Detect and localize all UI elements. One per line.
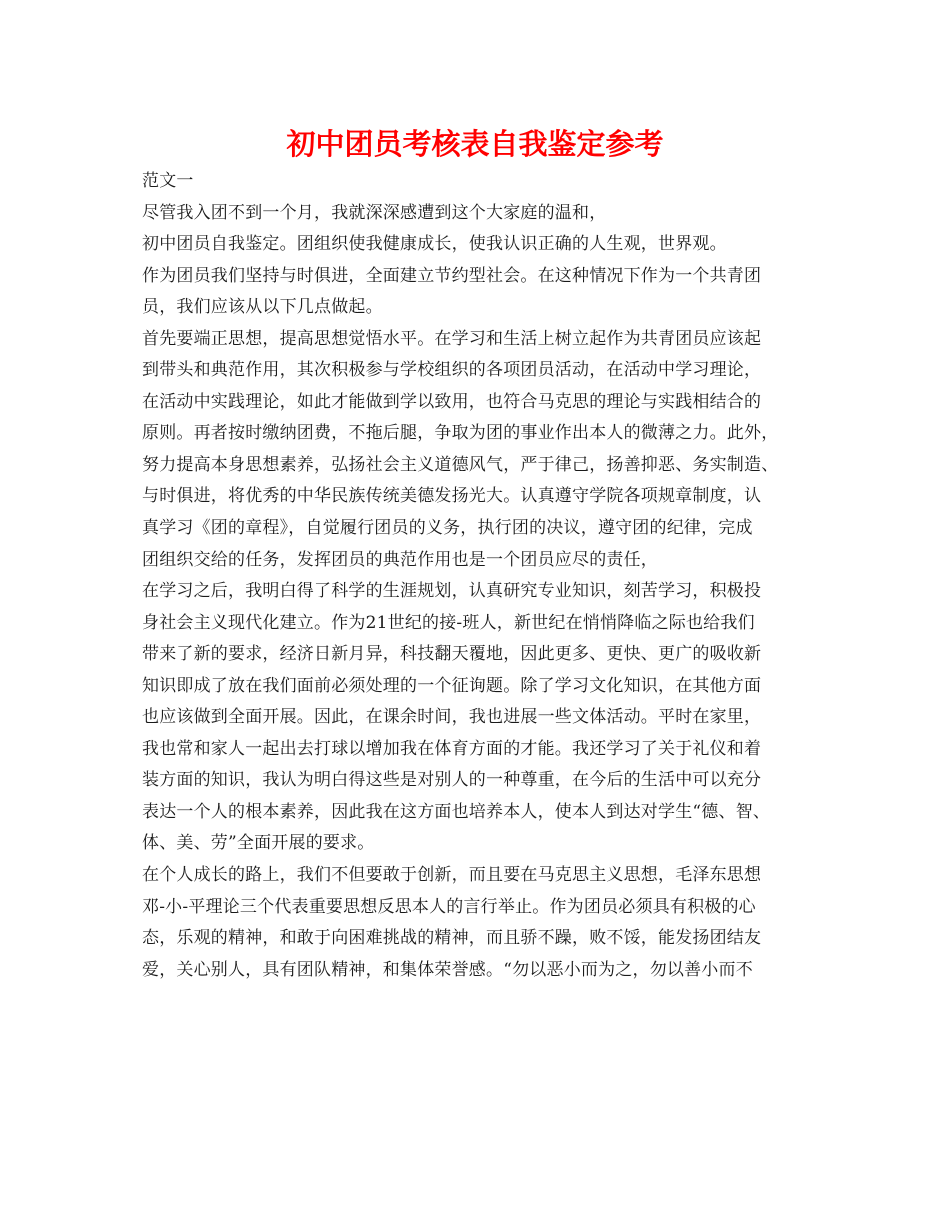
body-line: 体、美、劳”全面开展的要求。 <box>142 833 375 854</box>
body-line: 员，我们应该从以下几点做起。 <box>142 297 383 318</box>
body-line: 邓-小-平理论三个代表重要思想反思本人的言行举止。作为团员必须具有积极的心 <box>142 896 756 917</box>
body-line: 爱，关心别人，具有团队精神，和集体荣誉感。“勿以恶小而为之，勿以善小而不 <box>142 959 753 980</box>
body-line: 也应该做到全面开展。因此，在课余时间，我也进展一些文体活动。平时在家里， <box>142 707 762 728</box>
body-line: 团组织交给的任务，发挥团员的典范作用也是一个团员应尽的责任， <box>142 549 658 570</box>
body-line: 表达一个人的根本素养，因此我在这方面也培养本人，使本人到达对学生“德、智、 <box>142 801 771 822</box>
body-line: 原则。再者按时缴纳团费，不拖后腿，争取为团的事业作出本人的微薄之力。此外， <box>142 423 779 444</box>
body-line: 与时俱进，将优秀的中华民族传统美德发扬光大。认真遵守学院各项规章制度，认 <box>142 486 762 507</box>
body-line: 真学习《团的章程》，自觉履行团员的义务，执行团的决议，遵守团的纪律，完成 <box>142 518 753 539</box>
document-title: 初中团员考核表自我鉴定参考 <box>286 127 664 161</box>
body-line: 带来了新的要求，经济日新月异，科技翻天覆地，因此更多、更快、更广的吸收新 <box>142 644 762 665</box>
body-line: 在活动中实践理论，如此才能做到学以致用，也符合马克思的理论与实践相结合的 <box>142 391 762 412</box>
document-body <box>142 166 842 986</box>
body-line: 初中团员自我鉴定。团组织使我健康成长，使我认识正确的人生观，世界观。 <box>142 234 727 255</box>
body-line: 身社会主义现代化建立。作为21世纪的接-班人，新世纪在悄悄降临之际也给我们 <box>142 612 755 633</box>
body-line: 在个人成长的路上，我们不但要敢于创新，而且要在马克思主义思想，毛泽东思想 <box>142 865 762 886</box>
body-line: 在学习之后，我明白得了科学的生涯规划，认真研究专业知识，刻苦学习，积极投 <box>142 581 762 602</box>
body-line: 知识即成了放在我们面前必须处理的一个征询题。除了学习文化知识，在其他方面 <box>142 675 762 696</box>
body-line: 态，乐观的精神，和敢于向困难挑战的精神，而且骄不躁，败不馁，能发扬团结友 <box>142 928 762 949</box>
body-line: 我也常和家人一起出去打球以增加我在体育方面的才能。我还学习了关于礼仪和着 <box>142 738 762 759</box>
body-line: 努力提高本身思想素养，弘扬社会主义道德风气，严于律己，扬善抑恶、务实制造、 <box>142 454 779 475</box>
body-line: 装方面的知识，我认为明白得这些是对别人的一种尊重，在今后的生活中可以充分 <box>142 770 762 791</box>
body-line: 作为团员我们坚持与时俱进，全面建立节约型社会。在这种情况下作为一个共青团 <box>142 265 762 286</box>
body-line: 尽管我入团不到一个月，我就深深感遭到这个大家庭的温和， <box>142 202 607 223</box>
body-line: 范文一 <box>142 171 194 191</box>
body-line: 首先要端正思想，提高思想觉悟水平。在学习和生活上树立起作为共青团员应该起 <box>142 328 762 349</box>
body-line: 到带头和典范作用，其次积极参与学校组织的各项团员活动，在活动中学习理论， <box>142 360 762 381</box>
